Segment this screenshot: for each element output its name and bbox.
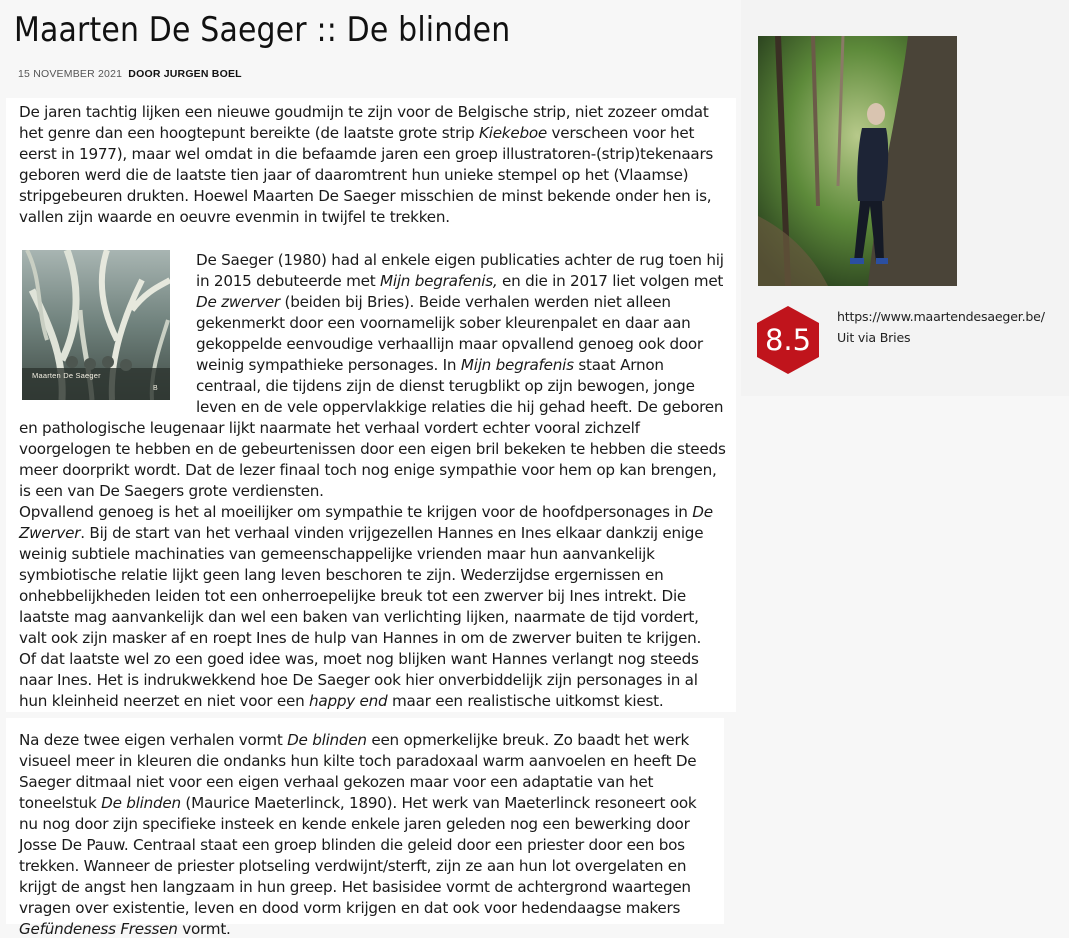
page-title: Maarten De Saeger :: De blinden [14,10,511,50]
cover-caption: Maarten De Saeger [32,371,101,380]
sidebar [741,0,1069,396]
publish-date: 15 NOVEMBER 2021 [18,68,123,80]
paragraph-intro: De jaren tachtig lijken een nieuwe goudmijn te zijn voor de Belgische strip, niet zozeer omdat het genre dan een hoogtepunt bereikte (de laatste grote strip Kiekeboe verscheen voor het eerst in 1977), maar wel omdat in die befaamde jaren een groep illustratoren-(strip)tekenaars geboren werd die de laatste tien jaar of daaromtrent hun unieke stempel op het (Vlaamse) stripgebeuren drukten. Hoewel Maarten De Saeger misschien de minst bekende onder hen is, vallen zijn waarde en oeuvre evenmin in twijfel te trekken. [19,103,714,226]
svg-text:B: B [153,385,158,392]
author-photo [758,36,957,286]
paragraph-blinden: Na deze twee eigen verhalen vormt De blinden een opmerkelijke breuk. Zo baadt het werk visueel meer in kleuren die ondanks hun kilte toch paradoxaal warm aanvoelen en heeft De Saeger ditmaal niet voor een eigen verhaal gekozen maar voor een adaptatie van het toneelstuk De blinden (Maurice Maeterlinck, 1890). Het werk van Maeterlinck resoneert ook nu nog door zijn specifieke insteek en kende enkele jaren geleden nog een bewerking door Josse De Pauw. Centraal staat een groep blinden die geleid door een priester door een bos trekken. Wanneer de priester plotseling verdwijnt/sterft, zijn ze aan hun lot overgelaten en krijgt de angst hen langzaam in hun greep. Het basisidee vormt de achtergrond waartegen vragen over existentie, leven en dood vorm krijgen en dat ook voor hedendaagse makers Gefündeness Fressen vormt. [19,731,697,938]
author-link[interactable]: DOOR JURGEN BOEL [128,68,242,80]
article-body-continued [6,718,724,938]
score-value: 8.5 [764,323,812,357]
article-meta [18,68,242,80]
publisher-info: Uit via Bries [837,330,911,345]
paragraph-zwerver: Opvallend genoeg is het al moeilijker om sympathie te krijgen voor de hoofdpersonages in De Zwerver. Bij de start van het verhaal vinden vrijgezellen Hannes en Ines elkaar dankzij enige weinig subtiele machinaties van gemeenschappelijke vrienden maar hun aanvankelijk symbiotische relatie lijkt geen lang leven beschoren te zijn. Wederzijdse ergernissen en onhebbelijkheden leiden tot een onherroepelijke breuk tot een zwerver bij Ines intrekt. Die laatste mag aanvankelijk dan wel een baken van verlichting lijken, naarmate de tijd vordert, valt ook zijn masker af en roept Ines de hulp van Hannes in om de zwerver buiten te krijgen. Of dat laatste wel zo een goed idee was, moet nog blijken want Hannes verlangt nog steeds naar Ines. Het is indrukwekkend hoe De Saeger ook hier onverbiddelijk zijn personages in al hun kleinheid neerzet en niet voor een happy end maar een realistische uitkomst kiest. [19,503,713,710]
article-body [6,98,736,712]
author-website-link[interactable]: https://www.maartendesaeger.be/ [837,309,1045,324]
score-badge [757,306,819,374]
book-cover-image [22,250,170,400]
paragraph-debut: B Maarten De Saeger De Saeger (1980) had al enkele eigen publicaties achter de rug toen hij in 2015 debuteerde met Mijn begrafenis, en die in 2017 liet volgen met De zwerver (beiden bij Bries). Beide verhalen werden niet alleen gekenmerkt door een voornamelijk sober kleurenpalet en daar aan gekoppelde eenvoudige verhaallijn maar opvallend genoeg ook door weinig sympathieke personages. In Mijn begrafenis staat Arnon centraal, die tijdens zijn de dienst terugblikt op zijn bewogen, jonge leven en de vele oppervlakkige relaties die hij gehad heeft. De geboren en pathologische leugenaar lijkt naarmate het verhaal vordert echter vooral zichzelf voorgelogen te hebben en de gebeurtenissen door een eigen bril bekeken te hebben die steeds meer doorprikt wordt. Dat de lezer finaal toch nog enige sympathie voor hem op kan brengen, is een van De Saegers grote verdiensten. [19,251,726,500]
